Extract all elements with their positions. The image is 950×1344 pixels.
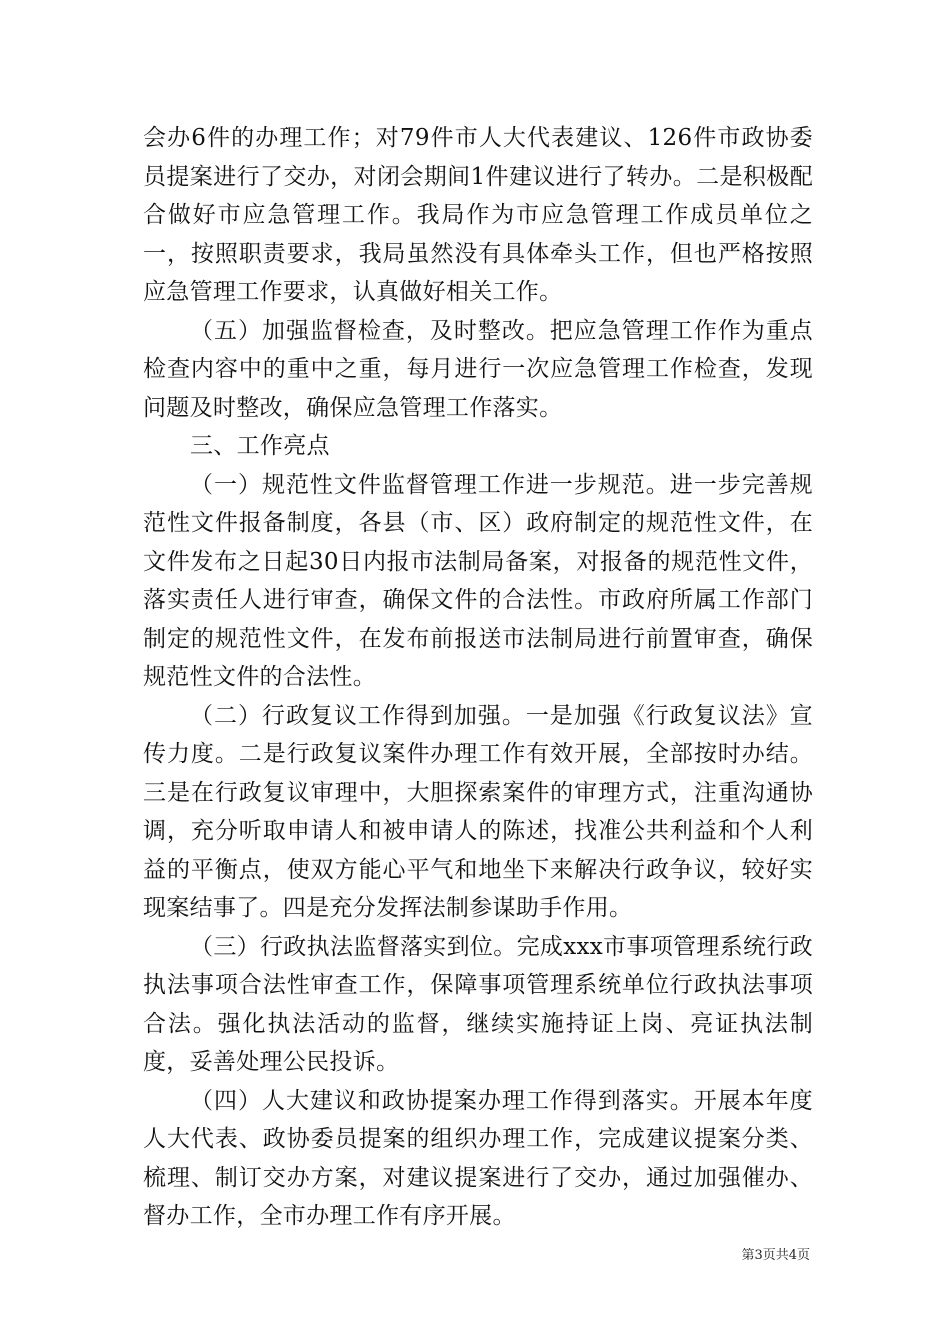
section-heading: 三、工作亮点: [190, 433, 330, 459]
paragraph-6: （三）行政执法监督落实到位。完成xxx市事项管理系统行政执法事项合法性审查工作，保障事项管理系统单位行政执法事项合法。强化执法活动的监督，继续实施持证上岗、亮证执法制度，妥善处理公民投诉。: [143, 933, 813, 1075]
paragraph-7: （四）人大建议和政协提案办理工作得到落实。开展本年度人大代表、政协委员提案的组织办理工作，完成建议提案分类、梳理、制订交办方案，对建议提案进行了交办，通过加强催办、督办工作，全市办理工作有序开展。: [143, 1087, 813, 1229]
paragraph-5: （二）行政复议工作得到加强。一是加强《行政复议法》宣传力度。二是行政复议案件办理工作有效开展，全部按时办结。三是在行政复议审理中，大胆探索案件的审理方式，注重沟通协调，充分听取申请人和被申请人的陈述，找准公共利益和个人利益的平衡点，使双方能心平气和地坐下来解决行政争议，较好实现案结事了。四是充分发挥法制参谋助手作用。: [143, 702, 813, 921]
paragraph-2: （五）加强监督检查，及时整改。把应急管理工作作为重点检查内容中的重中之重，每月进行一次应急管理工作检查，发现问题及时整改，确保应急管理工作落实。: [143, 317, 813, 421]
document-body: [143, 119, 813, 1236]
paragraph-4: （一）规范性文件监督管理工作进一步规范。进一步完善规范性文件报备制度，各县（市、区）政府制定的规范性文件，在文件发布之日起30日内报市法制局备案，对报备的规范性文件，落实责任人进行审查，确保文件的合法性。市政府所属工作部门制定的规范性文件，在发布前报送市法制局进行前置审查，确保规范性文件的合法性。: [143, 471, 813, 690]
page-number-footer: 第3页共4页: [741, 1248, 810, 1263]
paragraph-1: 会办6件的办理工作；对79件市人大代表建议、126件市政协委员提案进行了交办，对闭会期间1件建议进行了转办。二是积极配合做好市应急管理工作。我局作为市应急管理工作成员单位之一，按照职责要求，我局虽然没有具体牵头工作，但也严格按照应急管理工作要求，认真做好相关工作。: [143, 125, 813, 305]
